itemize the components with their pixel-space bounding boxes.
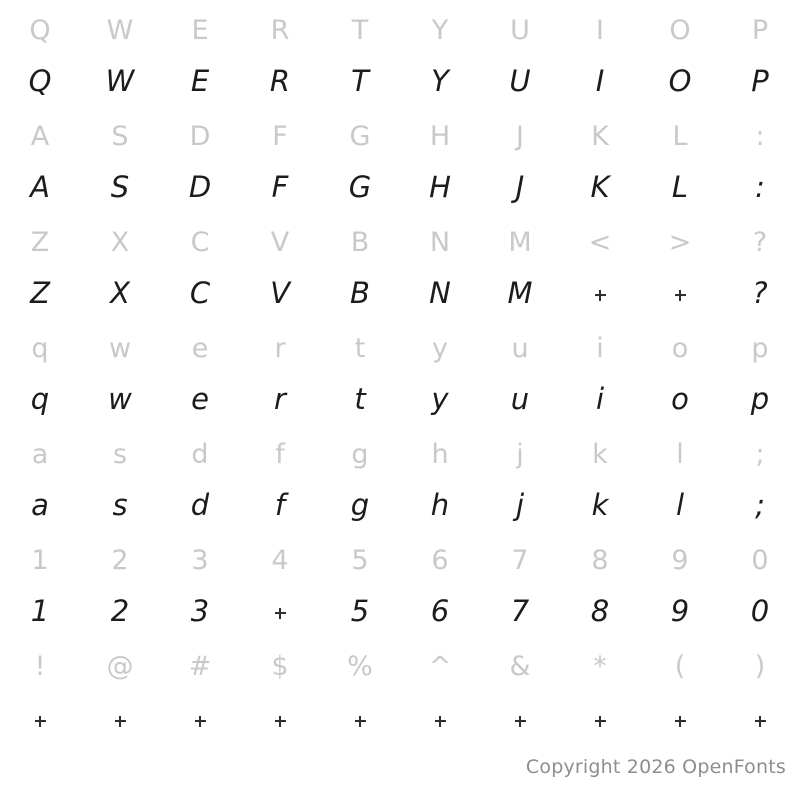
glyph-cell: W — [105, 64, 135, 98]
glyph-cell: y — [431, 382, 449, 416]
glyph-cell: w — [108, 333, 132, 364]
glyph-cell: C — [190, 227, 210, 258]
glyph-cell: p — [750, 382, 770, 416]
glyph-cell: u — [511, 333, 529, 364]
glyph-cell: * — [593, 651, 607, 682]
glyph-cell: o — [671, 333, 689, 364]
glyph-cell: S — [110, 170, 130, 204]
glyph-cell: s — [112, 488, 128, 522]
glyph-cell: i — [595, 382, 605, 416]
glyph-cell: F — [271, 170, 289, 204]
glyph-cell: 3 — [191, 545, 209, 576]
glyph-row — [0, 586, 800, 636]
glyph-row — [0, 112, 800, 162]
missing-glyph-cell — [400, 694, 480, 744]
glyph-cell: S — [111, 121, 129, 152]
glyph-cell: f — [274, 488, 286, 522]
notdef-glyph-icon — [115, 716, 126, 727]
missing-glyph-cell — [720, 694, 800, 744]
glyph-cell: 6 — [430, 594, 450, 628]
glyph-cell: : — [755, 121, 765, 152]
glyph-cell: j — [516, 439, 524, 470]
notdef-glyph-icon — [595, 290, 606, 301]
glyph-cell: w — [108, 382, 132, 416]
glyph-cell: ) — [754, 651, 766, 682]
glyph-cell: M — [508, 227, 532, 258]
glyph-cell: E — [190, 64, 210, 98]
glyph-cell: h — [430, 488, 450, 522]
glyph-cell: 5 — [350, 594, 370, 628]
glyph-cell: h — [431, 439, 449, 470]
glyph-cell: ( — [674, 651, 686, 682]
glyph-cell: 9 — [670, 594, 690, 628]
glyph-cell: M — [507, 276, 533, 310]
glyph-cell: 5 — [351, 545, 369, 576]
glyph-cell: 3 — [190, 594, 210, 628]
glyph-cell: O — [668, 64, 692, 98]
glyph-cell: q — [30, 382, 50, 416]
glyph-cell: H — [429, 121, 451, 152]
missing-glyph-cell — [640, 694, 720, 744]
glyph-cell: g — [350, 488, 370, 522]
glyph-row — [0, 6, 800, 56]
glyph-cell: 4 — [271, 545, 289, 576]
notdef-glyph-icon — [275, 608, 286, 619]
glyph-cell: V — [270, 276, 290, 310]
missing-glyph-cell — [240, 694, 320, 744]
glyph-cell: Q — [29, 15, 51, 46]
notdef-glyph-icon — [675, 290, 686, 301]
glyph-cell: r — [274, 333, 286, 364]
glyph-cell: Z — [30, 276, 50, 310]
glyph-cell: r — [274, 382, 286, 416]
glyph-cell: f — [275, 439, 285, 470]
glyph-cell: Y — [431, 64, 449, 98]
glyph-cell: 7 — [510, 594, 530, 628]
glyph-cell: 9 — [671, 545, 689, 576]
glyph-cell: d — [191, 439, 209, 470]
glyph-cell: G — [348, 170, 372, 204]
glyph-cell: U — [509, 64, 531, 98]
glyph-cell: ? — [752, 227, 768, 258]
glyph-row — [0, 324, 800, 374]
glyph-cell: y — [432, 333, 448, 364]
glyph-cell: A — [30, 170, 50, 204]
glyph-cell: J — [515, 170, 525, 204]
glyph-row — [0, 642, 800, 692]
glyph-cell: e — [191, 333, 209, 364]
notdef-glyph-icon — [755, 716, 766, 727]
glyph-cell: K — [591, 121, 609, 152]
glyph-row — [0, 694, 800, 744]
glyph-cell: 8 — [591, 545, 609, 576]
glyph-cell: J — [516, 121, 524, 152]
notdef-glyph-icon — [515, 716, 526, 727]
notdef-glyph-icon — [435, 716, 446, 727]
glyph-cell: V — [270, 227, 290, 258]
glyph-cell: P — [751, 64, 769, 98]
glyph-cell: F — [272, 121, 288, 152]
glyph-cell: k — [592, 439, 608, 470]
glyph-cell: 1 — [30, 594, 50, 628]
glyph-cell: a — [31, 488, 49, 522]
glyph-cell: g — [351, 439, 369, 470]
glyph-cell: B — [350, 227, 370, 258]
glyph-cell: e — [191, 382, 209, 416]
glyph-cell: 6 — [431, 545, 449, 576]
glyph-cell: T — [351, 15, 369, 46]
glyph-cell: O — [669, 15, 691, 46]
glyph-cell: s — [112, 439, 128, 470]
glyph-row — [0, 430, 800, 480]
glyph-cell: R — [270, 15, 290, 46]
glyph-row — [0, 218, 800, 268]
glyph-cell: p — [751, 333, 769, 364]
glyph-cell: Z — [30, 227, 50, 258]
glyph-cell: W — [106, 15, 134, 46]
glyph-cell: 8 — [590, 594, 610, 628]
glyph-cell: ; — [755, 439, 765, 470]
copyright-notice: Copyright 2026 OpenFonts — [525, 756, 786, 778]
missing-glyph-cell — [560, 268, 640, 318]
glyph-cell: o — [671, 382, 689, 416]
missing-glyph-cell — [320, 694, 400, 744]
glyph-cell: A — [30, 121, 50, 152]
glyph-cell: N — [429, 227, 451, 258]
glyph-cell: a — [31, 439, 49, 470]
glyph-cell: j — [515, 488, 525, 522]
glyph-cell: D — [189, 121, 211, 152]
glyph-cell: < — [588, 227, 612, 258]
missing-glyph-cell — [0, 694, 80, 744]
notdef-glyph-icon — [275, 716, 286, 727]
glyph-cell: X — [110, 276, 130, 310]
glyph-cell: X — [110, 227, 130, 258]
missing-glyph-cell — [80, 694, 160, 744]
glyph-cell: t — [354, 333, 366, 364]
glyph-cell: @ — [106, 651, 134, 682]
glyph-cell: T — [351, 64, 369, 98]
glyph-cell: L — [672, 121, 688, 152]
glyph-cell: Q — [28, 64, 52, 98]
glyph-cell: U — [510, 15, 530, 46]
glyph-row — [0, 56, 800, 106]
glyph-cell: ! — [34, 651, 46, 682]
notdef-glyph-icon — [675, 716, 686, 727]
glyph-cell: 0 — [751, 545, 769, 576]
glyph-cell: % — [347, 651, 373, 682]
glyph-cell: l — [676, 439, 684, 470]
missing-glyph-cell — [160, 694, 240, 744]
notdef-glyph-icon — [595, 716, 606, 727]
glyph-cell: > — [668, 227, 692, 258]
glyph-cell: & — [509, 651, 531, 682]
notdef-glyph-icon — [35, 716, 46, 727]
glyph-cell: 2 — [110, 594, 130, 628]
glyph-cell: I — [596, 15, 604, 46]
glyph-cell: B — [350, 276, 370, 310]
glyph-cell: u — [510, 382, 530, 416]
notdef-glyph-icon — [355, 716, 366, 727]
glyph-cell: C — [189, 276, 211, 310]
glyph-row — [0, 162, 800, 212]
glyph-cell: Y — [431, 15, 449, 46]
glyph-cell: $ — [271, 651, 289, 682]
glyph-cell: q — [31, 333, 49, 364]
glyph-row — [0, 480, 800, 530]
glyph-cell: H — [429, 170, 451, 204]
missing-glyph-cell — [560, 694, 640, 744]
glyph-row — [0, 374, 800, 424]
glyph-cell: L — [671, 170, 689, 204]
glyph-cell: 0 — [750, 594, 770, 628]
glyph-cell: ; — [755, 488, 765, 522]
glyph-cell: d — [190, 488, 210, 522]
glyph-cell: I — [595, 64, 605, 98]
glyph-cell: 1 — [31, 545, 49, 576]
glyph-cell: E — [191, 15, 209, 46]
glyph-cell: ^ — [428, 651, 452, 682]
glyph-cell: ? — [752, 276, 768, 310]
glyph-cell: k — [591, 488, 609, 522]
glyph-cell: : — [755, 170, 765, 204]
missing-glyph-cell — [240, 586, 320, 636]
glyph-cell: D — [188, 170, 212, 204]
glyph-cell: t — [354, 382, 366, 416]
glyph-row — [0, 268, 800, 318]
glyph-row — [0, 536, 800, 586]
notdef-glyph-icon — [195, 716, 206, 727]
glyph-cell: P — [751, 15, 769, 46]
glyph-cell: 7 — [511, 545, 529, 576]
glyph-cell: 2 — [111, 545, 129, 576]
glyph-cell: l — [675, 488, 685, 522]
glyph-cell: R — [269, 64, 291, 98]
glyph-cell: i — [596, 333, 604, 364]
missing-glyph-cell — [480, 694, 560, 744]
glyph-cell: # — [188, 651, 212, 682]
glyph-cell: N — [429, 276, 451, 310]
missing-glyph-cell — [640, 268, 720, 318]
glyph-cell: G — [349, 121, 371, 152]
glyph-cell: K — [590, 170, 610, 204]
